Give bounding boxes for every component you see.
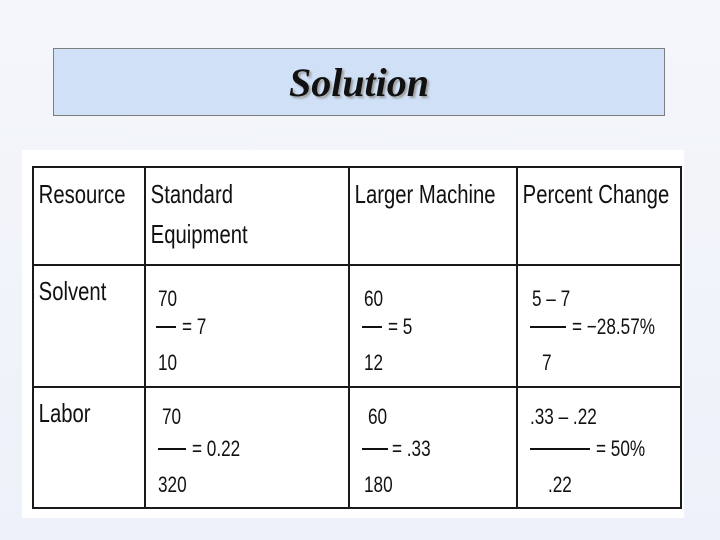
table-row — [33, 265, 681, 387]
fraction-result: = .33 — [392, 436, 431, 461]
fraction-numerator: 70 — [162, 404, 182, 429]
fraction-bar — [158, 448, 186, 450]
fraction-bar — [530, 326, 566, 328]
header-cell-larger — [349, 167, 517, 265]
fraction-bar — [362, 448, 388, 450]
fraction-denominator: 10 — [158, 350, 178, 375]
fraction — [350, 266, 516, 386]
fraction-numerator: 60 — [368, 404, 388, 429]
fraction-denominator: 180 — [364, 472, 393, 497]
header-cell-standard — [145, 167, 349, 265]
fraction-bar — [530, 448, 590, 450]
header-standard: Standard — [150, 179, 233, 209]
fraction — [350, 388, 516, 507]
header-larger-machine: Larger Machine — [354, 179, 496, 209]
header-row — [33, 167, 681, 265]
fraction-cell — [349, 265, 517, 387]
fraction-cell — [145, 265, 349, 387]
fraction-bar — [156, 326, 176, 328]
row-label-solvent: Solvent — [38, 276, 107, 306]
fraction-bar — [362, 326, 382, 328]
fraction-numerator: 60 — [364, 286, 384, 311]
header-percent-change: Percent Change — [522, 179, 670, 209]
fraction — [146, 266, 348, 386]
slide-title: Solution — [288, 59, 430, 105]
fraction-result: = 0.22 — [192, 436, 241, 461]
fraction — [518, 388, 680, 507]
fraction-cell — [349, 387, 517, 508]
fraction-cell — [517, 265, 681, 387]
fraction-numerator: 70 — [158, 286, 178, 311]
fraction-denominator: .22 — [548, 472, 572, 497]
row-label-labor: Labor — [38, 398, 91, 428]
fraction-denominator: 7 — [542, 350, 552, 375]
table-row — [33, 387, 681, 508]
fraction-result: = 7 — [182, 314, 207, 339]
fraction-result: = 50% — [596, 436, 646, 461]
row-label-cell — [33, 265, 145, 387]
row-label-cell — [33, 387, 145, 508]
table-panel — [22, 150, 684, 518]
fraction-result: = 5 — [388, 314, 413, 339]
header-equipment: Equipment — [150, 219, 248, 249]
fraction-numerator: .33 – .22 — [530, 404, 597, 429]
header-cell-change — [517, 167, 681, 265]
fraction — [146, 388, 348, 507]
fraction-numerator: 5 – 7 — [532, 286, 571, 311]
fraction-cell — [145, 387, 349, 508]
fraction-result: = −28.57% — [572, 314, 656, 339]
solution-table — [32, 166, 682, 509]
fraction-cell — [517, 387, 681, 508]
title-box — [53, 48, 665, 116]
header-resource: Resource — [38, 179, 126, 209]
header-cell-resource — [33, 167, 145, 265]
fraction — [518, 266, 680, 386]
fraction-denominator: 320 — [158, 472, 187, 497]
fraction-denominator: 12 — [364, 350, 384, 375]
